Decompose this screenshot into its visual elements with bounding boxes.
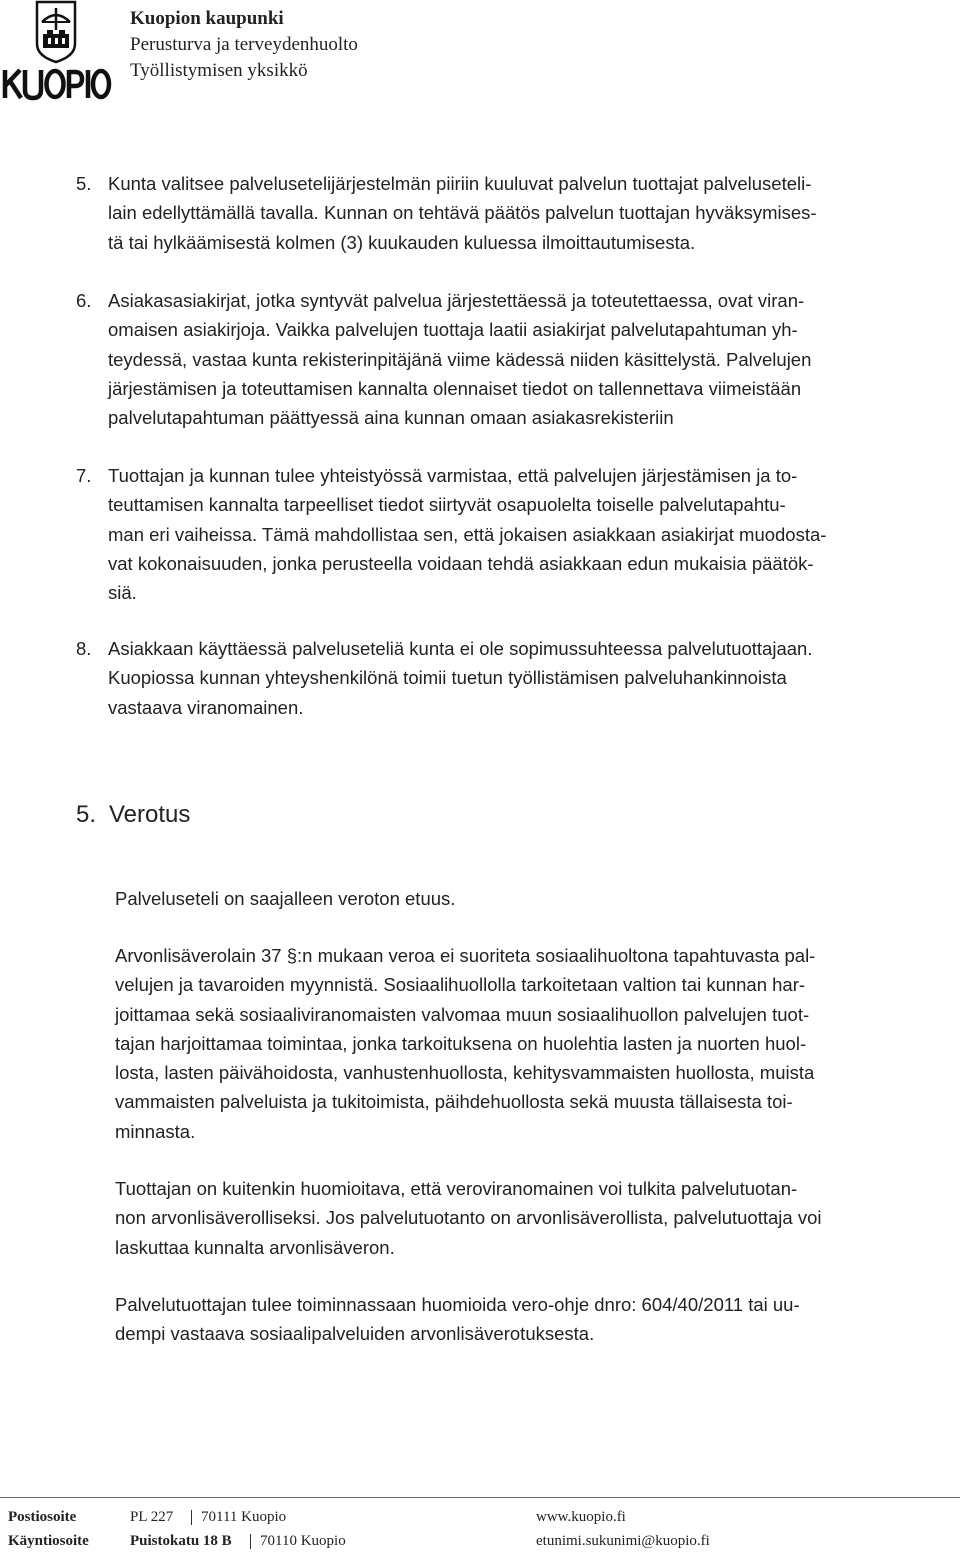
- paragraph: [115, 1290, 955, 1349]
- text-line: teuttamisen kannalta tarpeelliset tiedot siirtyvät osapuolelta toiselle palvelutapahtu-: [108, 494, 786, 516]
- list-item-text: [108, 286, 950, 432]
- text-line: omaisen asiakirjoja. Vaikka palvelujen tuottaja laatii asiakirjat palvelutapahtuman yh-: [108, 319, 798, 341]
- paragraph: [115, 1174, 955, 1262]
- footer-divider: [0, 1497, 960, 1498]
- visiting-city: 70110 Kuopio: [260, 1533, 346, 1549]
- postal-address-label: Postiosoite: [8, 1509, 77, 1525]
- paragraph: [115, 884, 955, 913]
- text-line: losta, lasten päivähoidosta, vanhustenhuollosta, kehitysvammaisten huollosta, muista: [115, 1062, 815, 1084]
- text-line: Tuottajan ja kunnan tulee yhteistyössä varmistaa, että palvelujen järjestämisen ja to-: [108, 465, 798, 486]
- section-number: 5.: [76, 801, 97, 828]
- text-line: Kuopiossa kunnan yhteyshenkilönä toimii tuetun työllistämisen palveluhankinnoista: [108, 667, 787, 689]
- text-line: man eri vaiheissa. Tämä mahdollistaa sen, että jokaisen asiakkaan asiakirjat muodosta-: [108, 523, 827, 545]
- text-line: joittamaa sekä sosiaaliviranomaisten valvomaa muun sosiaalihuollon palvelujen tuot-: [115, 1003, 810, 1025]
- footer-separator: [250, 1534, 251, 1549]
- text-line: tajan harjoittamaa toimintaa, jonka tarkoituksena on huolehtia lasten ja nuorten huol-: [115, 1032, 807, 1054]
- kuopio-logo: [0, 0, 112, 104]
- text-line: Palveluseteli on saajalleen veroton etuus.: [115, 888, 456, 909]
- text-line: laskuttaa kunnalta arvonlisäveron.: [115, 1236, 395, 1258]
- list-item-text: [108, 169, 950, 257]
- text-line: siä.: [108, 582, 137, 604]
- org-unit: Työllistymisen yksikkö: [130, 60, 308, 81]
- text-line: velujen ja tavaroiden myynnistä. Sosiaalihuollolla tarkoitetaan valtion tai kunnan har-: [115, 974, 806, 996]
- website-link[interactable]: www.kuopio.fi: [536, 1509, 626, 1525]
- text-line: Asiakkaan käyttäessä palveluseteliä kunta ei ole sopimussuhteessa palvelutuottajaan.: [108, 638, 813, 659]
- visiting-street: Puistokatu 18 B: [130, 1533, 232, 1549]
- text-line: lain edellyttämällä tavalla. Kunnan on tehtävä päätös palvelun tuottajan hyväksymises-: [108, 202, 817, 224]
- text-line: vastaava viranomainen.: [108, 696, 304, 718]
- paragraph: [115, 941, 955, 1146]
- text-line: Arvonlisäverolain 37 §:n mukaan veroa ei suoriteta sosiaalihuoltona tapahtuvasta pal-: [115, 945, 816, 966]
- coat-of-arms-icon: [0, 0, 112, 104]
- list-item-number: 5.: [76, 173, 92, 194]
- footer-postal-row: [0, 1506, 960, 1529]
- postal-city: 70111 Kuopio: [201, 1509, 287, 1525]
- text-line: dempi vastaava sosiaalipalveluiden arvonlisäverotuksesta.: [115, 1323, 595, 1345]
- text-line: Asiakasasiakirjat, jotka syntyvät palvelua järjestettäessä ja toteutettaessa, ovat viran-: [108, 290, 805, 311]
- list-item-number: 8.: [76, 638, 92, 659]
- visiting-address-label: Käyntiosoite: [8, 1533, 89, 1549]
- footer-visit-row: [0, 1530, 960, 1553]
- text-line: minnasta.: [115, 1120, 196, 1142]
- footer-separator: [191, 1510, 192, 1525]
- text-line: Kunta valitsee palvelusetelijärjestelmän piiriin kuuluvat palvelun tuottajat palveluseteli-: [108, 173, 812, 194]
- text-line: Palvelutuottajan tulee toiminnassaan huomioida vero-ohje dnro: 604/40/2011 tai uu-: [115, 1294, 800, 1315]
- text-line: teydessä, vastaa kunta rekisterinpitäjänä viime kädessä niiden käsittelystä. Palvelujen: [108, 348, 812, 370]
- section-title: Verotus: [109, 801, 191, 828]
- postal-box: PL 227: [130, 1509, 174, 1525]
- text-line: non arvonlisäverolliseksi. Jos palvelutuotanto on arvonlisäverollista, palvelutuottaja voi: [115, 1207, 822, 1229]
- text-line: vat kokonaisuuden, jonka perusteella voidaan tehdä asiakkaan edun mukaisia päätök-: [108, 552, 814, 574]
- list-item-number: 7.: [76, 465, 92, 486]
- list-item-number: 6.: [76, 290, 92, 311]
- text-line: vammaisten palveluista ja tukitoimista, päihdehuollosta sekä muusta tällaisesta toi-: [115, 1091, 793, 1113]
- text-line: Tuottajan on kuitenkin huomioitava, että veroviranomainen voi tulkita palvelutuotan-: [115, 1178, 798, 1199]
- org-name: Kuopion kaupunki: [130, 8, 284, 29]
- org-department: Perusturva ja terveydenhuolto: [130, 34, 358, 55]
- text-line: tä tai hylkäämisestä kolmen (3) kuukauden kuluessa ilmoittautumisesta.: [108, 231, 696, 253]
- list-item-text: [108, 634, 950, 722]
- text-line: järjestämisen ja toteuttamisen kannalta olennaiset tiedot on tallennettava viimeistään: [108, 377, 802, 399]
- email-link[interactable]: etunimi.sukunimi@kuopio.fi: [536, 1533, 710, 1549]
- organization-block: [130, 6, 358, 84]
- list-item-text: [108, 461, 950, 607]
- text-line: palvelutapahtuman päättyessä aina kunnan omaan asiakasrekisteriin: [108, 407, 674, 429]
